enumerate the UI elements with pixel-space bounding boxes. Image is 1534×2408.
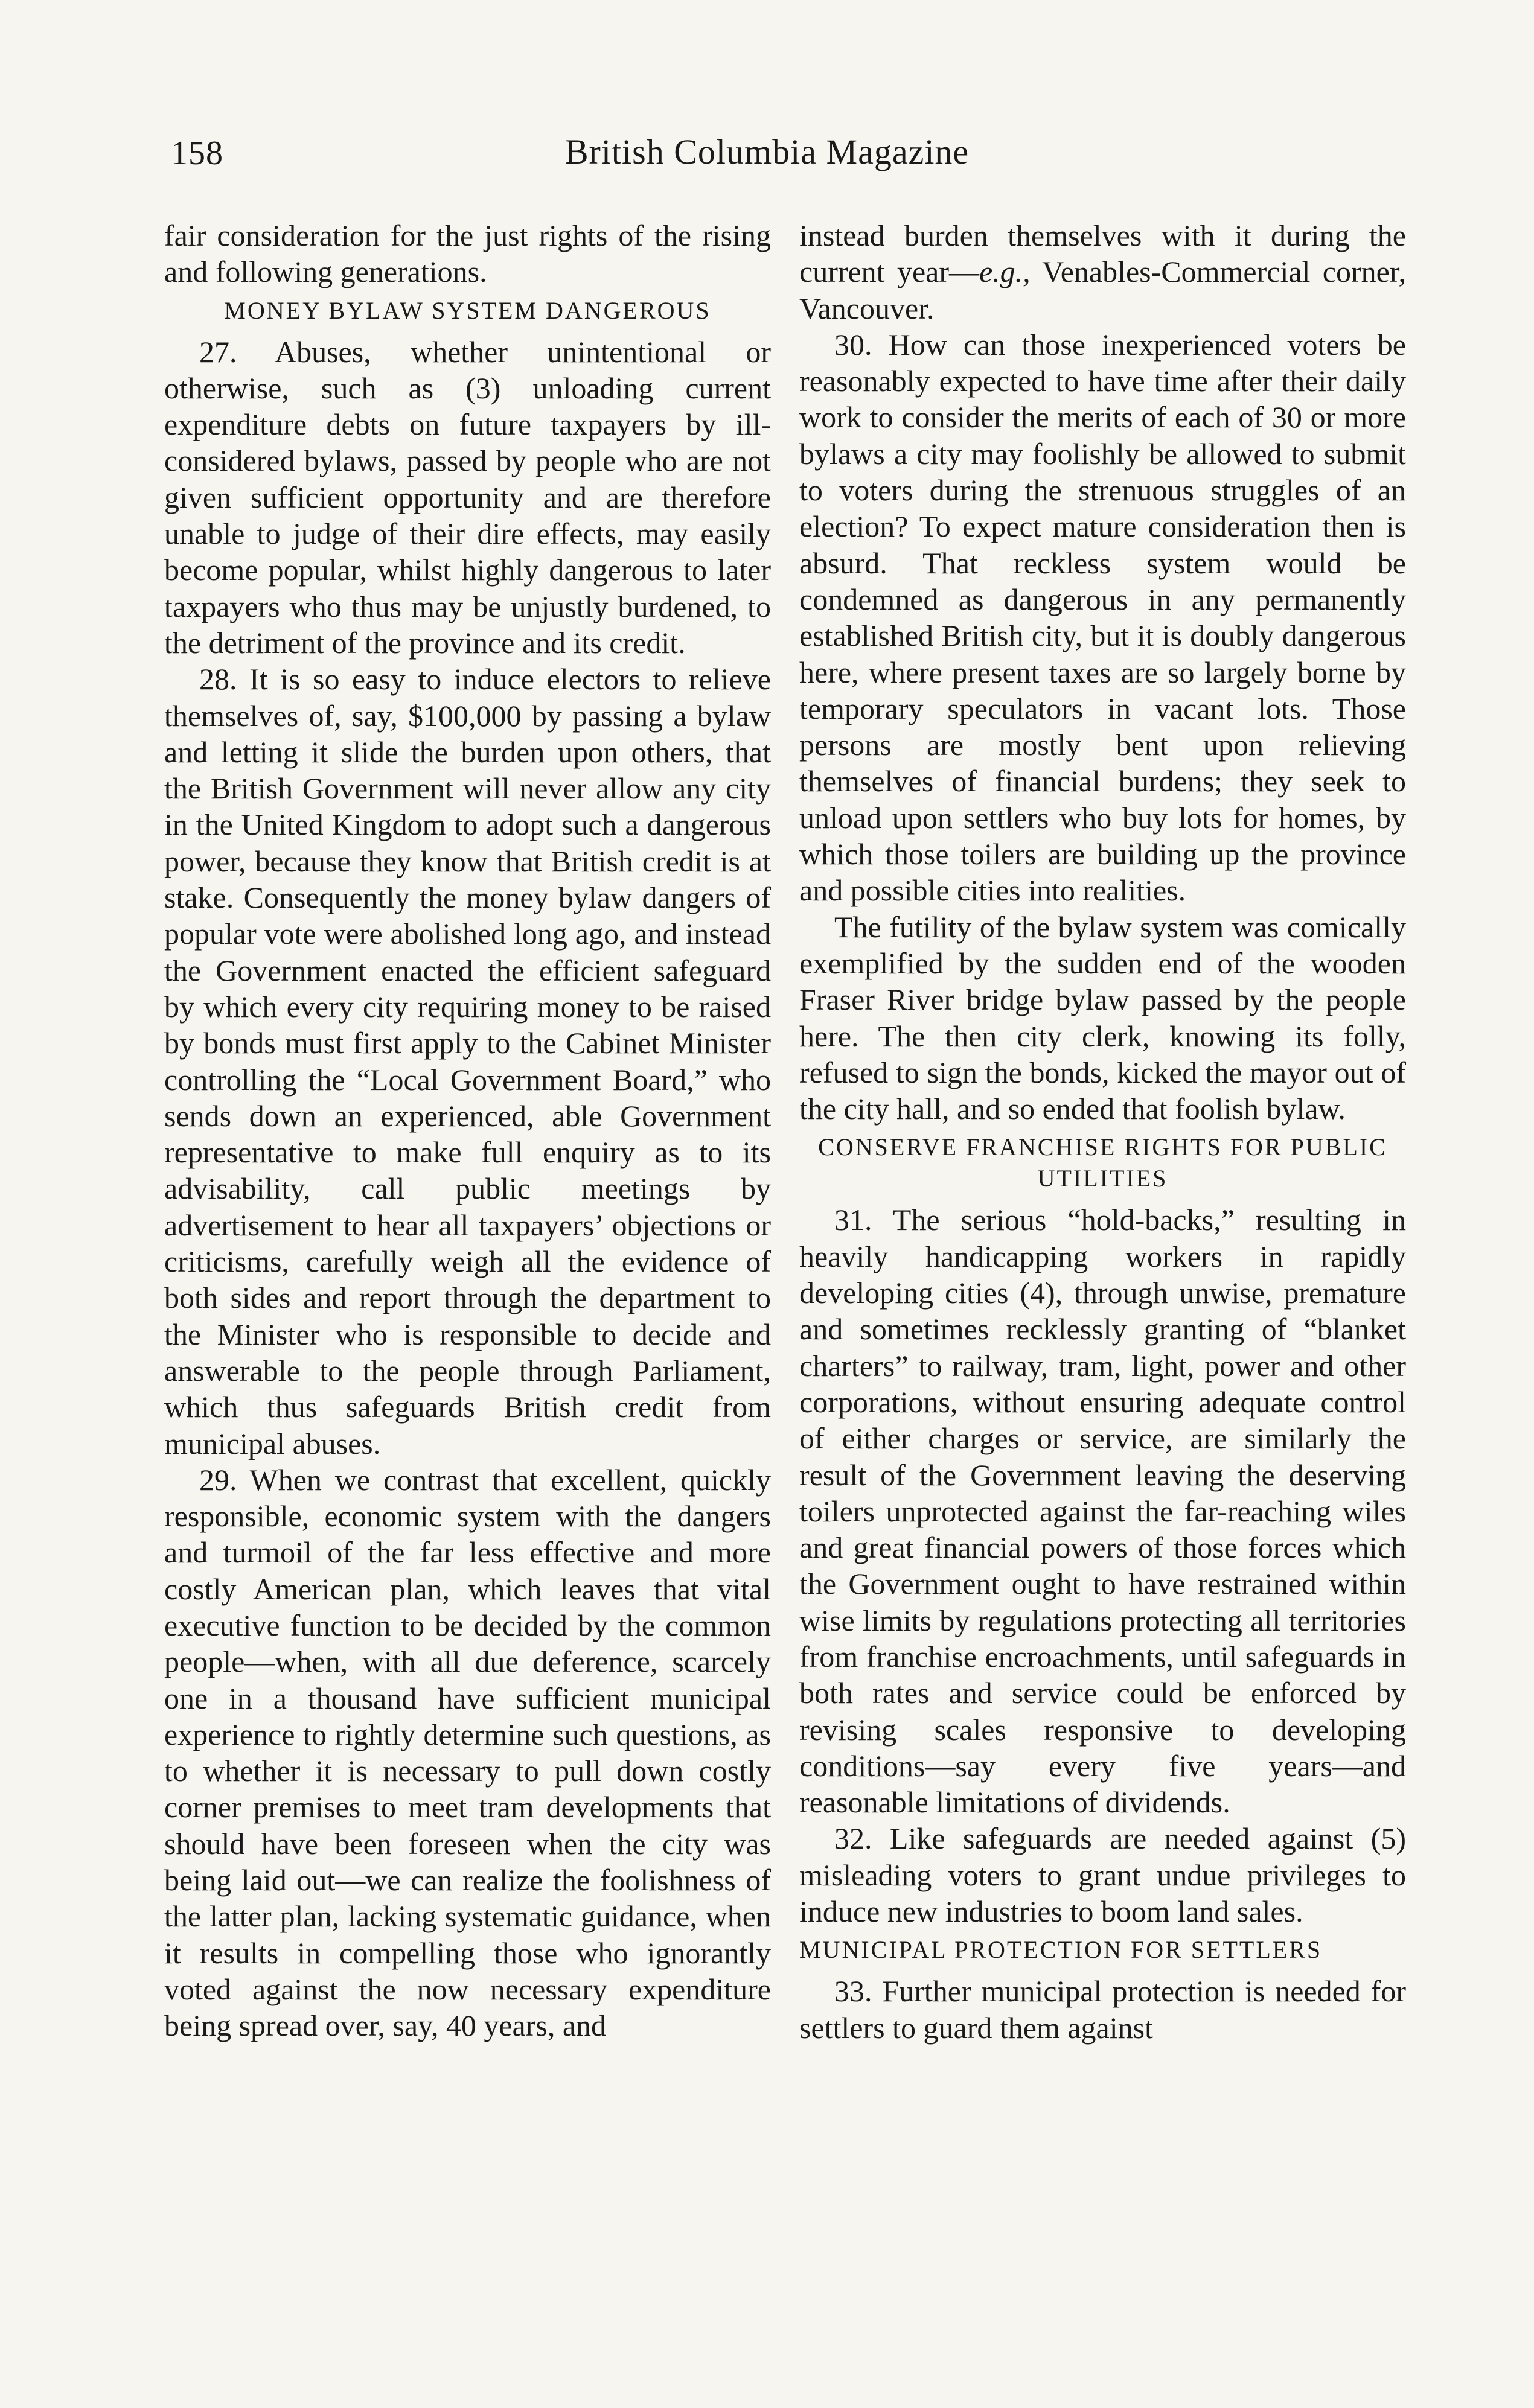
text-run: Venables-Commercial corner, Vancouver.: [799, 255, 1406, 325]
section-heading-money-bylaw: MONEY BYLAW SYSTEM DANGEROUS: [224, 296, 711, 324]
paragraph-continued-right: [799, 217, 1406, 326]
paragraph-31: 31. The serious “hold-backs,” resulting in heavily handicapping workers in rapidly developing cities (4), through unwise, premature and sometimes recklessly granting of “blanket charters” to railway, tram, light, power and other corporations, without ensuring adequate control of either charges or service, are similarly the result of the Government leaving the deserving toilers unprotected against the far-reaching wiles and great financial powers of those forces which the Government ought to have restrained within wise limits by regulations protecting all territories from franchise encroachments, until safeguards in both rates and service could be enforced by revising scales responsive to developing conditions—say every five years—and reasonable limitations of dividends.: [799, 1203, 1406, 1820]
italic-abbrev: e.g.,: [979, 255, 1031, 289]
paragraph-29: 29. When we contrast that excellent, quickly responsible, economic system with the dangers and turmoil of the far less effective and more costly American plan, which leaves that vital executive function to be decided by the common people—when, with all due deference, scarcely one in a thousand have sufficient municipal experience to rightly determine such questions, as to whether it is necessary to pull down costly corner premises to meet tram developments that should have been foreseen when the city was being laid out—we can realize the foolishness of the latter plan, lacking systematic guidance, when it results in compelling those who ignorantly voted against the now necessary expenditure being spread over, say, 40 years, and: [164, 1462, 771, 2043]
paragraph-32: 32. Like safeguards are needed against (5) misleading voters to grant undue privileges to induce new industries to boom land sales.: [799, 1821, 1406, 1929]
section-heading-settlers: MUNICIPAL PROTECTION FOR SETTLERS: [799, 1936, 1323, 1964]
paragraph-30: 30. How can those inexperienced voters be reasonably expected to have time after their daily work to consider the merits of each of 30 or more bylaws a city may foolishly be allowed to submit to voters during the strenuous struggles of an election? To expect mature consideration then is absurd. That reckless system would be condemned as dangerous in any permanently established British city, but it is doubly dangerous here, where present taxes are so largely borne by temporary speculators in vacant lots. Those persons are mostly bent upon relieving themselves of financial burdens; they seek to unload upon settlers who buy lots for homes, by which those toilers are building up the province and possible cities into realities.: [799, 327, 1406, 908]
section-heading-franchise: CONSERVE FRANCHISE RIGHTS FOR PUBLIC UTILITIES: [818, 1133, 1387, 1193]
right-column: [799, 217, 1406, 2046]
paragraph-continued: fair consideration for the just rights of the rising and following generations.: [164, 218, 771, 289]
paragraph-28: 28. It is so easy to induce electors to relieve themselves of, say, $100,000 by passing a bylaw and letting it slide the burden upon others, that the British Government will never allow any city in the United Kingdom to adopt such a dangerous power, because they know that British credit is at stake. Consequently the money bylaw dangers of popular vote were abolished long ago, and instead the Government enacted the efficient safeguard by which every city requiring money to be raised by bonds must first apply to the Cabinet Minister controlling the “Local Government Board,” who sends down an experienced, able Government representative to make full enquiry as to its advisability, call public meetings by advertisement to hear all taxpayers’ objections or criticisms, carefully weigh all the evidence of both sides and report through the department to the Minister who is responsible to decide and answerable to the people through Parliament, which thus safeguards British credit from municipal abuses.: [164, 662, 771, 1460]
paragraph-futility: The futility of the bylaw system was comically exemplified by the sudden end of the wooden Fraser River bridge bylaw passed by the people here. The then city clerk, knowing its folly, refused to sign the bonds, kicked the mayor out of the city hall, and so ended that foolish bylaw.: [799, 909, 1406, 1126]
running-title: British Columbia Magazine: [564, 132, 970, 171]
paragraph-33: 33. Further municipal protection is needed for settlers to guard them against: [799, 1974, 1406, 2045]
page-number: 158: [171, 135, 223, 172]
text-run: instead burden themselves with it during the current year—: [799, 218, 1406, 289]
left-column: [164, 217, 771, 2044]
paragraph-27: 27. Abuses, whether unintentional or otherwise, such as (3) unloading current expenditure debts on future taxpayers by ill-considered bylaws, passed by people who are not given sufficient opportunity and are therefore unable to judge of their dire effects, may easily become popular, whilst highly dangerous to later taxpayers who thus may be unjustly burdened, to the detriment of the province and its credit.: [164, 334, 771, 660]
